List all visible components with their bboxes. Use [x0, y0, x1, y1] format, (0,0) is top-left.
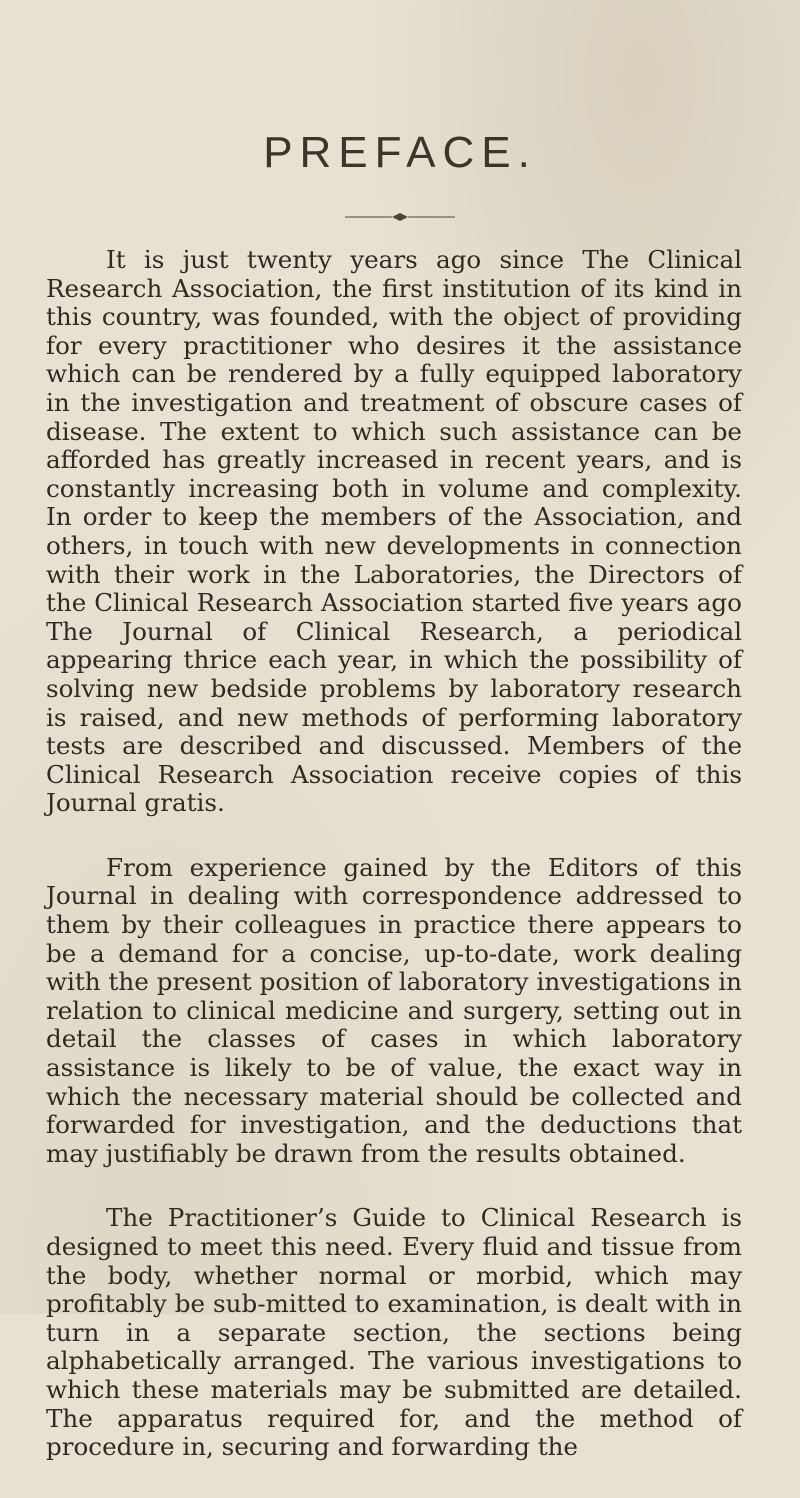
preface-body: [46, 246, 742, 1498]
paragraph-1: It is just twenty years ago since The Clinical Research Association, the first institution of its kind in this country, was founded, with the object of providing for every practitioner who desires it the assistance which can be rendered by a fully equipped laboratory in the investigation and treatment of obscure cases of disease. The extent to which such assistance can be afforded has greatly increased in recent years, and is constantly increasing both in volume and complexity. In order to keep the members of the Association, and others, in touch with new developments in connection with their work in the Laboratories, the Directors of the Clinical Research Association started five years ago The Journal of Clinical Research, a periodical appearing thrice each year, in which the possibility of solving new bedside problems by laboratory research is raised, and new methods of performing laboratory tests are described and discussed. Members of the Clinical Research Association receive copies of this Journal gratis.: [46, 245, 742, 818]
page-title: PREFACE.: [263, 128, 537, 177]
ornamental-divider: [345, 212, 455, 222]
paragraph-2: From experience gained by the Editors of this Journal in dealing with correspondence addressed to them by their colleagues in practice there appears to be a demand for a concise, up-to-date, work dealing with the present position of laboratory investigations in relation to clinical medicine and surgery, setting out in detail the classes of cases in which laboratory assistance is likely to be of value, the exact way in which the necessary material should be collected and forwarded for investigation, and the deductions that may justifiably be drawn from the results obtained.: [46, 852, 742, 1168]
paragraph-3: The Practitioner’s Guide to Clinical Research is designed to meet this need. Every fluid and tissue from the body, whether normal or morbid, which may profitably be sub-mitted to examination, is dealt with in turn in a separate section, the sections being alphabetically arranged. The various investigations to which these materials may be submitted are detailed. The apparatus required for, and the method of procedure in, securing and forwarding the: [46, 1203, 742, 1462]
